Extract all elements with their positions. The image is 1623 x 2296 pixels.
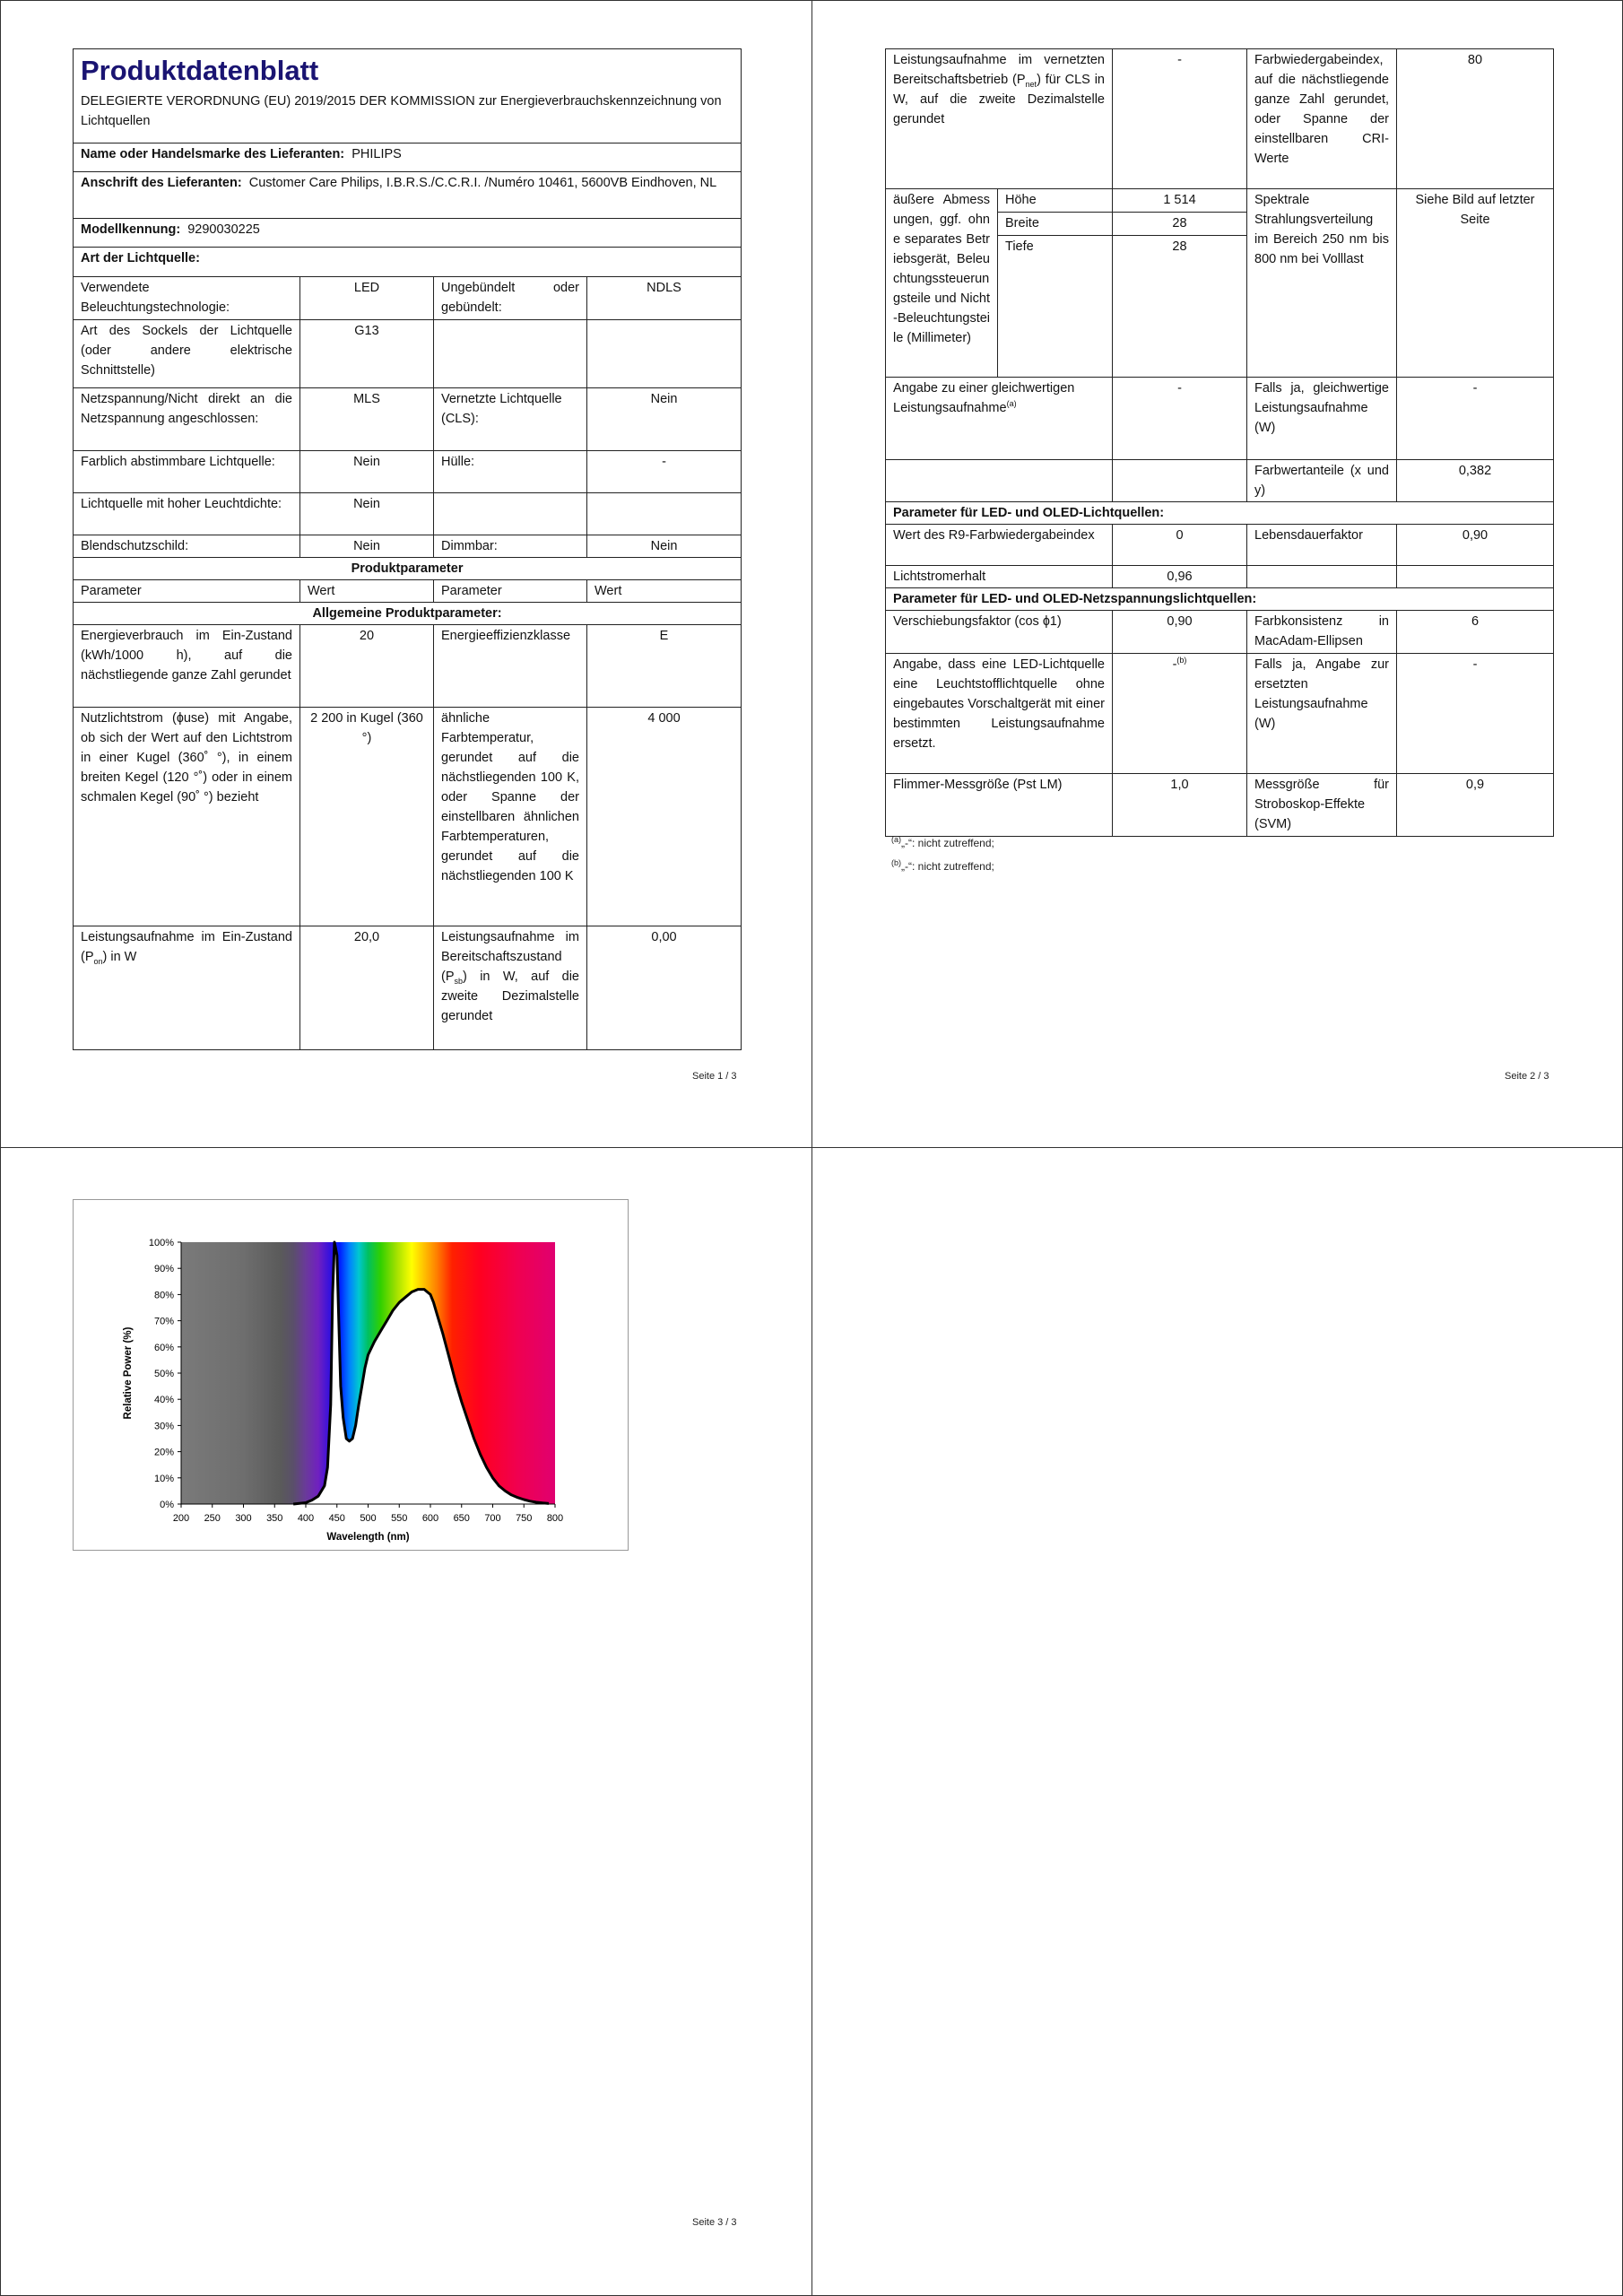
- flicker-label: Flimmer-Messgröße (Pst LM): [886, 774, 1113, 837]
- page-number: Seite 1 / 3: [692, 1071, 737, 1082]
- row-value: NDLS: [587, 277, 742, 320]
- footnote-b: [891, 860, 994, 873]
- cri-label: Farbwiedergabeindex, auf die nächstliegende ganze Zahl gerundet, oder Spanne der einstellbaren CRI-Werte: [1247, 49, 1397, 189]
- dim-name: Tiefe: [998, 236, 1113, 378]
- psb-value: 0,00: [587, 926, 742, 1050]
- footnote-ref: (b): [1176, 656, 1187, 665]
- psb-label-text: Leistungsaufnahme im Bereitschaftszustand (P: [441, 930, 579, 984]
- row-value: LED: [300, 277, 434, 320]
- energy-value: 20: [300, 625, 434, 708]
- x-tick-label: 400: [297, 1513, 315, 1524]
- pf-label: Verschiebungsfaktor (cos ɸ1): [886, 611, 1113, 654]
- row-label: Verwendete Beleuchtungstechnologie:: [74, 277, 300, 320]
- row-value: Nein: [300, 535, 434, 558]
- life-label: Lebensdauerfaktor: [1247, 525, 1397, 566]
- pon-value: 20,0: [300, 926, 434, 1050]
- col-header-param: Parameter: [434, 580, 587, 603]
- x-tick-label: 300: [235, 1513, 252, 1524]
- page-1: [0, 0, 812, 1148]
- row-label: Lichtquelle mit hoher Leuchtdichte:: [74, 493, 300, 535]
- replace-label: Angabe, dass eine LED-Lichtquelle eine Leuchtstofflichtquelle ohne eingebautes Vorschaltgerät mit einer bestimmten Leistungsaufnahme ersetzt.: [886, 654, 1113, 774]
- flux-label: Nutzlichtstrom (ɸuse) mit Angabe, ob sich der Wert auf den Lichtstrom in einer Kugel (360˚ °), in einem breiten Kegel (120 °˚) oder in einem schmalen Kegel (90˚ °) bezieht: [74, 708, 300, 926]
- psb-sub: sb: [454, 976, 464, 986]
- row-label: Dimmbar:: [434, 535, 587, 558]
- equiv2-value: -: [1397, 378, 1554, 460]
- y-tick-label: 100%: [148, 1238, 174, 1248]
- x-tick-label: 800: [546, 1513, 564, 1524]
- x-tick-label: 550: [391, 1513, 408, 1524]
- maint-label: Lichtstromerhalt: [886, 566, 1113, 588]
- row-label: Ungebündelt oder gebündelt:: [434, 277, 587, 320]
- supplier-value: PHILIPS: [352, 147, 402, 161]
- equiv-label-text: Angabe zu einer gleichwertigen Leistungsaufnahme: [893, 381, 1075, 415]
- address-row: [74, 172, 742, 219]
- empty-cell: [1113, 460, 1247, 502]
- row-value: -: [587, 451, 742, 493]
- chroma-label: Farbwertanteile (x und y): [1247, 460, 1397, 502]
- pnet-sub: net: [1025, 79, 1037, 89]
- page-number: Seite 3 / 3: [692, 2217, 737, 2228]
- dim-value: 28: [1113, 213, 1247, 236]
- page-3: [0, 1147, 812, 2296]
- footnote-ref: (a): [1006, 399, 1017, 409]
- pf-value: 0,90: [1113, 611, 1247, 654]
- address-label: Anschrift des Lieferanten:: [81, 176, 242, 190]
- row-label: Farblich abstimmbare Lichtquelle:: [74, 451, 300, 493]
- equiv2-label: Falls ja, gleichwertige Leistungsaufnahme (W): [1247, 378, 1397, 460]
- dim-value: 1 514: [1113, 189, 1247, 213]
- flux-value: 2 200 in Kugel (360 °): [300, 708, 434, 926]
- chart-frame: [73, 1199, 629, 1551]
- source-type-label: Art der Lichtquelle:: [74, 248, 742, 277]
- row-value: MLS: [300, 388, 434, 451]
- page-2: [812, 0, 1623, 1148]
- y-tick-label: 30%: [153, 1421, 174, 1432]
- empty-cell: [1397, 566, 1554, 588]
- maint-value: 0,96: [1113, 566, 1247, 588]
- cct-label: ähnliche Farbtemperatur, gerundet auf die nächstliegenden 100 K, oder Spanne der einstellbaren ähnlichen Farbtemperaturen, gerundet auf die nächstliegenden 100 K: [434, 708, 587, 926]
- pnet-value: -: [1113, 49, 1247, 189]
- col-header-value: Wert: [587, 580, 742, 603]
- row-label: Hülle:: [434, 451, 587, 493]
- page-title: Produktdatenblatt: [81, 55, 319, 86]
- x-tick-label: 250: [204, 1513, 221, 1524]
- row-label: [434, 320, 587, 388]
- spectral-value: Siehe Bild auf letzter Seite: [1397, 189, 1554, 378]
- chroma-value: 0,382: [1397, 460, 1554, 502]
- energy-label: Energieverbrauch im Ein-Zustand (kWh/1000 h), auf die nächstliegende ganze Zahl gerundet: [74, 625, 300, 708]
- x-tick-label: 650: [453, 1513, 470, 1524]
- row-label: Vernetzte Lichtquelle (CLS):: [434, 388, 587, 451]
- y-tick-label: 80%: [153, 1290, 174, 1301]
- row-label: Art des Sockels der Lichtquelle (oder andere elektrische Schnittstelle): [74, 320, 300, 388]
- row-label: Blendschutzschild:: [74, 535, 300, 558]
- y-tick-label: 70%: [153, 1316, 174, 1327]
- row-value: Nein: [300, 493, 434, 535]
- replace2-value: -: [1397, 654, 1554, 774]
- spectrum-chart: [74, 1200, 628, 1550]
- dim-name: Höhe: [998, 189, 1113, 213]
- pon-label-text: Leistungsaufnahme im Ein-Zustand (P: [81, 930, 292, 964]
- pon-sub: on: [93, 956, 103, 966]
- r9-label: Wert des R9-Farbwiedergabeindex: [886, 525, 1113, 566]
- row-value: G13: [300, 320, 434, 388]
- macadam-label: Farbkonsistenz in MacAdam-Ellipsen: [1247, 611, 1397, 654]
- address-value: Customer Care Philips, I.B.R.S./C.C.R.I. /Numéro 10461, 5600VB Eindhoven, NL: [248, 176, 717, 190]
- svm-label: Messgröße für Stroboskop-Effekte (SVM): [1247, 774, 1397, 837]
- psb-label: [434, 926, 587, 1050]
- datasheet-table-page2: [885, 48, 1554, 837]
- supplier-row: [74, 144, 742, 172]
- dim-name: Breite: [998, 213, 1113, 236]
- x-tick-label: 700: [484, 1513, 501, 1524]
- general-params-header: Allgemeine Produktparameter:: [74, 603, 742, 625]
- pnet-label: [886, 49, 1113, 189]
- macadam-value: 6: [1397, 611, 1554, 654]
- dim-value: 28: [1113, 236, 1247, 378]
- model-label: Modellkennung:: [81, 222, 181, 237]
- product-params-header: Produktparameter: [74, 558, 742, 580]
- x-tick-label: 450: [328, 1513, 345, 1524]
- psb-label-text: ) in W, auf die zweite Dezimalstelle gerundet: [441, 970, 579, 1023]
- footnote-text: „-“: nicht zutreffend;: [901, 837, 994, 849]
- x-tick-label: 200: [172, 1513, 190, 1524]
- x-tick-label: 600: [421, 1513, 439, 1524]
- empty-cell: [886, 460, 1113, 502]
- flicker-value: 1,0: [1113, 774, 1247, 837]
- regulation-text: DELEGIERTE VERORDNUNG (EU) 2019/2015 DER KOMMISSION zur Energieverbrauchskennzeichnung von Lichtquellen: [81, 94, 722, 128]
- footnote-mark: (b): [891, 858, 901, 867]
- life-value: 0,90: [1397, 525, 1554, 566]
- row-value: [587, 493, 742, 535]
- model-value: 9290030225: [187, 222, 260, 237]
- footnote-text: „-“: nicht zutreffend;: [901, 860, 994, 873]
- x-axis-label: Wavelength (nm): [326, 1532, 410, 1543]
- led-params-header: Parameter für LED- und OLED-Lichtquellen:: [886, 502, 1554, 525]
- datasheet-table-page1: [73, 48, 742, 1050]
- row-value: Nein: [587, 535, 742, 558]
- equiv-label: [886, 378, 1113, 460]
- page-number: Seite 2 / 3: [1505, 1071, 1549, 1082]
- y-tick-label: 10%: [153, 1473, 174, 1484]
- replace-value-text: -: [1172, 657, 1177, 672]
- pon-label: [74, 926, 300, 1050]
- y-tick-label: 50%: [153, 1369, 174, 1379]
- row-label: Netzspannung/Nicht direkt an die Netzspannung angeschlossen:: [74, 388, 300, 451]
- pnet-label-text: ) für CLS in W, auf die zweite Dezimalstelle gerundet: [893, 73, 1105, 126]
- page-4-blank: [812, 1147, 1623, 2296]
- row-value: [587, 320, 742, 388]
- row-value: Nein: [587, 388, 742, 451]
- row-label: [434, 493, 587, 535]
- row-value: Nein: [300, 451, 434, 493]
- svm-value: 0,9: [1397, 774, 1554, 837]
- x-tick-label: 750: [516, 1513, 533, 1524]
- y-tick-label: 90%: [153, 1264, 174, 1275]
- eff-class-label: Energieeffizienzklasse: [434, 625, 587, 708]
- y-axis-label: Relative Power (%): [123, 1326, 134, 1420]
- header-cell: [74, 49, 742, 144]
- spectral-label: Spektrale Strahlungsverteilung im Bereich 250 nm bis 800 nm bei Volllast: [1247, 189, 1397, 378]
- pon-label-text: ) in W: [102, 950, 137, 964]
- dims-label: äußere Abmessungen, ggf. ohne separates Betriebsgerät, Beleuchtungssteuerungsteile und Nicht-Beleuchtungsteile (Millimeter): [886, 189, 998, 378]
- y-tick-label: 0%: [160, 1500, 174, 1510]
- footnote-a: [891, 837, 994, 849]
- x-tick-label: 350: [266, 1513, 283, 1524]
- equiv-value: -: [1113, 378, 1247, 460]
- y-tick-label: 60%: [153, 1342, 174, 1353]
- col-header-value: Wert: [300, 580, 434, 603]
- y-tick-label: 40%: [153, 1395, 174, 1406]
- col-header-param: Parameter: [74, 580, 300, 603]
- empty-cell: [1247, 566, 1397, 588]
- supplier-label: Name oder Handelsmarke des Lieferanten:: [81, 147, 345, 161]
- eff-class-value: E: [587, 625, 742, 708]
- x-tick-label: 500: [360, 1513, 377, 1524]
- r9-value: 0: [1113, 525, 1247, 566]
- model-row: [74, 219, 742, 248]
- replace2-label: Falls ja, Angabe zur ersetzten Leistungsaufnahme (W): [1247, 654, 1397, 774]
- pnet-label-text: Leistungsaufnahme im vernetzten Bereitschaftsbetrieb (P: [893, 53, 1105, 87]
- replace-value: [1113, 654, 1247, 774]
- cct-value: 4 000: [587, 708, 742, 926]
- cri-value: 80: [1397, 49, 1554, 189]
- mains-params-header: Parameter für LED- und OLED-Netzspannungslichtquellen:: [886, 588, 1554, 611]
- footnote-mark: (a): [891, 835, 901, 844]
- y-tick-label: 20%: [153, 1447, 174, 1458]
